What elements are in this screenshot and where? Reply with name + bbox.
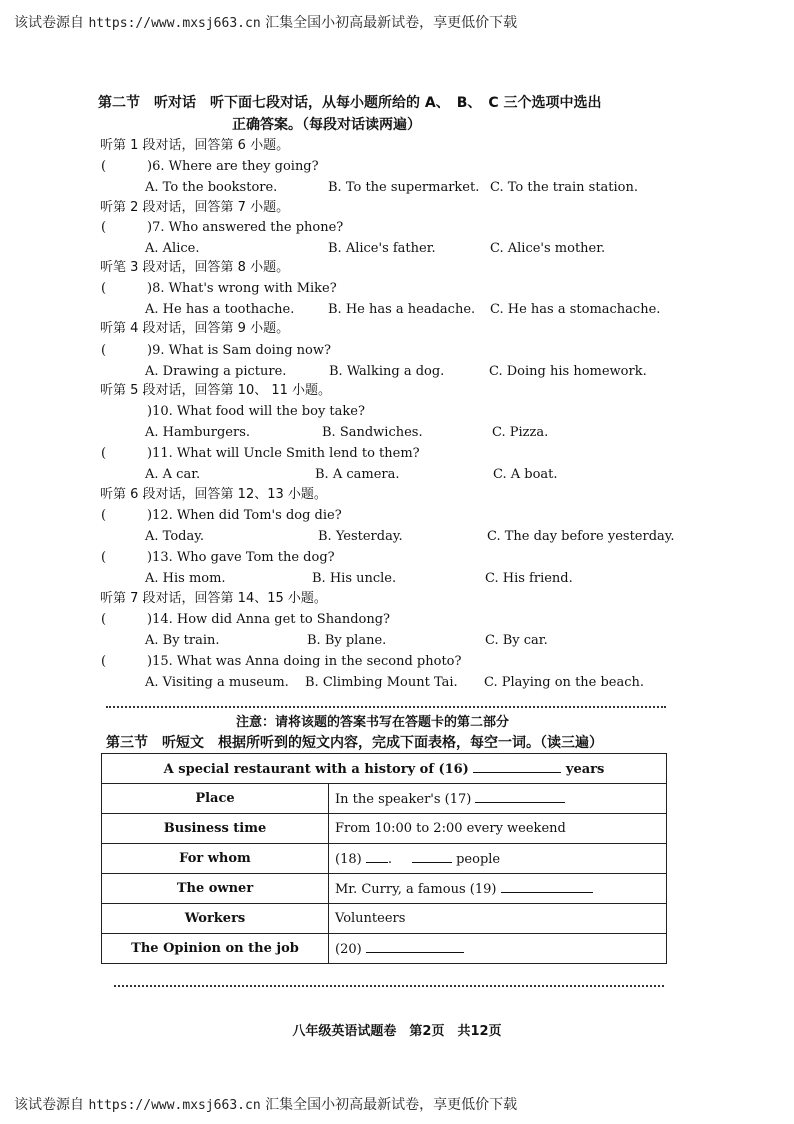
banner-prefix: 该试卷源自 <box>14 15 89 31</box>
dialogue-intro: 听笔 3 段对话，回答第 8 小题。 <box>100 260 290 275</box>
table-title-text: A special restaurant with a history of (16) <box>163 762 474 777</box>
question-text: )6. Where are they going? <box>147 159 319 174</box>
banner-url[interactable]: https://www.mxsj663.cn <box>88 16 261 31</box>
option-c: C. Playing on the beach. <box>484 675 645 690</box>
answer-paren[interactable]: ( <box>101 159 107 174</box>
option-c: C. He has a stomachache. <box>490 302 661 317</box>
option-b: B. Alice's father. <box>328 241 436 256</box>
banner-suffix: 汇集全国小初高最新试卷，享更低价下载 <box>260 15 518 31</box>
page-footer: 八年级英语试题卷 第2页 共12页 <box>292 1024 502 1039</box>
table-row <box>102 844 667 874</box>
row-value: Volunteers <box>329 904 667 934</box>
option-a: A. To the bookstore. <box>145 180 278 195</box>
dialogue-intro: 听第 7 段对话，回答第 14、15 小题。 <box>100 591 327 606</box>
row-label: Business time <box>102 814 329 844</box>
option-a: A. Hamburgers. <box>145 425 251 440</box>
option-b: B. To the supermarket. <box>328 180 480 195</box>
row-value <box>329 934 667 964</box>
blank-19[interactable] <box>501 880 593 893</box>
banner-url[interactable]: https://www.mxsj663.cn <box>88 1098 261 1113</box>
row-label: The owner <box>102 874 329 904</box>
question-text: )12. When did Tom's dog die? <box>147 508 342 523</box>
table-row <box>102 934 667 964</box>
source-banner-bottom <box>14 1094 517 1114</box>
row-label: The Opinion on the job <box>102 934 329 964</box>
option-b: B. By plane. <box>307 633 387 648</box>
table-title <box>102 754 667 784</box>
option-c: C. By car. <box>485 633 548 648</box>
option-b: B. Walking a dog. <box>329 364 445 379</box>
option-a: A. Today. <box>145 529 204 544</box>
blank-20[interactable] <box>366 940 464 953</box>
dialogue-intro: 听第 1 段对话，回答第 6 小题。 <box>100 138 290 153</box>
row-value: From 10:00 to 2:00 every weekend <box>329 814 667 844</box>
option-a: A. Visiting a museum. <box>145 675 289 690</box>
option-c: C. To the train station. <box>490 180 639 195</box>
option-b: B. A camera. <box>315 467 400 482</box>
option-a: A. Alice. <box>145 241 200 256</box>
option-b: B. Yesterday. <box>318 529 403 544</box>
option-b: B. Sandwiches. <box>322 425 423 440</box>
section2-heading: 第二节 听对话 听下面七段对话，从每小题所给的 A、 B、 C 三个选项中选出 <box>98 95 602 111</box>
option-a: A. His mom. <box>145 571 226 586</box>
table-row <box>102 754 667 784</box>
row-value-text: Mr. Curry, a famous (19) <box>335 882 501 897</box>
divider-dotted <box>114 985 664 987</box>
option-b: B. His uncle. <box>312 571 397 586</box>
table-row <box>102 874 667 904</box>
answer-paren[interactable]: ( <box>101 550 107 565</box>
row-value-end: people <box>451 852 501 867</box>
notice-text: 注意：请将该题的答案书写在答题卡的第二部分 <box>236 715 510 730</box>
table-row <box>102 784 667 814</box>
row-value <box>329 874 667 904</box>
question-text: )10. What food will the boy take? <box>147 404 365 419</box>
option-a: A. Drawing a picture. <box>145 364 287 379</box>
row-value-text: (18) <box>335 852 366 867</box>
row-value-text: In the speaker's (17) <box>335 792 476 807</box>
question-text: )15. What was Anna doing in the second photo? <box>147 654 462 669</box>
dialogue-intro: 听第 4 段对话，回答第 9 小题。 <box>100 321 290 336</box>
blank-17[interactable] <box>475 790 565 803</box>
question-text: )8. What's wrong with Mike? <box>147 281 337 296</box>
blank-18b[interactable] <box>412 850 452 863</box>
option-a: A. By train. <box>145 633 220 648</box>
banner-suffix: 汇集全国小初高最新试卷，享更低价下载 <box>260 1097 518 1113</box>
table-title-end: years <box>561 762 605 777</box>
option-c: C. Doing his homework. <box>489 364 647 379</box>
question-text: )7. Who answered the phone? <box>147 220 344 235</box>
restaurant-table <box>101 753 667 964</box>
section2-heading-line2: 正确答案。（每段对话读两遍） <box>232 117 421 133</box>
question-text: )13. Who gave Tom the dog? <box>147 550 335 565</box>
answer-paren[interactable]: ( <box>101 612 107 627</box>
option-c: C. His friend. <box>485 571 573 586</box>
answer-paren[interactable]: ( <box>101 446 107 461</box>
option-a: A. A car. <box>145 467 201 482</box>
table-row <box>102 904 667 934</box>
dialogue-intro: 听第 2 段对话，回答第 7 小题。 <box>100 200 290 215</box>
table-row <box>102 814 667 844</box>
option-a: A. He has a toothache. <box>145 302 295 317</box>
answer-paren[interactable]: ( <box>101 281 107 296</box>
row-label: For whom <box>102 844 329 874</box>
option-c: C. The day before yesterday. <box>487 529 675 544</box>
question-text: )14. How did Anna get to Shandong? <box>147 612 391 627</box>
answer-paren[interactable]: ( <box>101 343 107 358</box>
option-b: B. Climbing Mount Tai. <box>305 675 458 690</box>
divider-dotted <box>106 706 666 708</box>
option-c: C. A boat. <box>493 467 558 482</box>
dialogue-intro: 听第 5 段对话，回答第 10、 11 小题。 <box>100 383 332 398</box>
row-value-dot: . <box>387 852 392 867</box>
blank-18a[interactable] <box>366 850 388 863</box>
answer-paren[interactable]: ( <box>101 220 107 235</box>
row-label: Place <box>102 784 329 814</box>
option-c: C. Pizza. <box>492 425 549 440</box>
row-value <box>329 784 667 814</box>
answer-paren[interactable]: ( <box>101 508 107 523</box>
question-text: )11. What will Uncle Smith lend to them? <box>147 446 420 461</box>
option-c: C. Alice's mother. <box>490 241 606 256</box>
blank-16[interactable] <box>473 760 561 773</box>
row-value <box>329 844 667 874</box>
option-b: B. He has a headache. <box>328 302 476 317</box>
banner-prefix: 该试卷源自 <box>14 1097 89 1113</box>
section3-heading: 第三节 听短文 根据所听到的短文内容，完成下面表格，每空一词。（读三遍） <box>106 735 603 751</box>
source-banner-top <box>14 12 517 32</box>
row-label: Workers <box>102 904 329 934</box>
dialogue-intro: 听第 6 段对话，回答第 12、13 小题。 <box>100 487 327 502</box>
row-value-text: (20) <box>335 942 366 957</box>
answer-paren[interactable]: ( <box>101 654 107 669</box>
question-text: )9. What is Sam doing now? <box>147 343 331 358</box>
